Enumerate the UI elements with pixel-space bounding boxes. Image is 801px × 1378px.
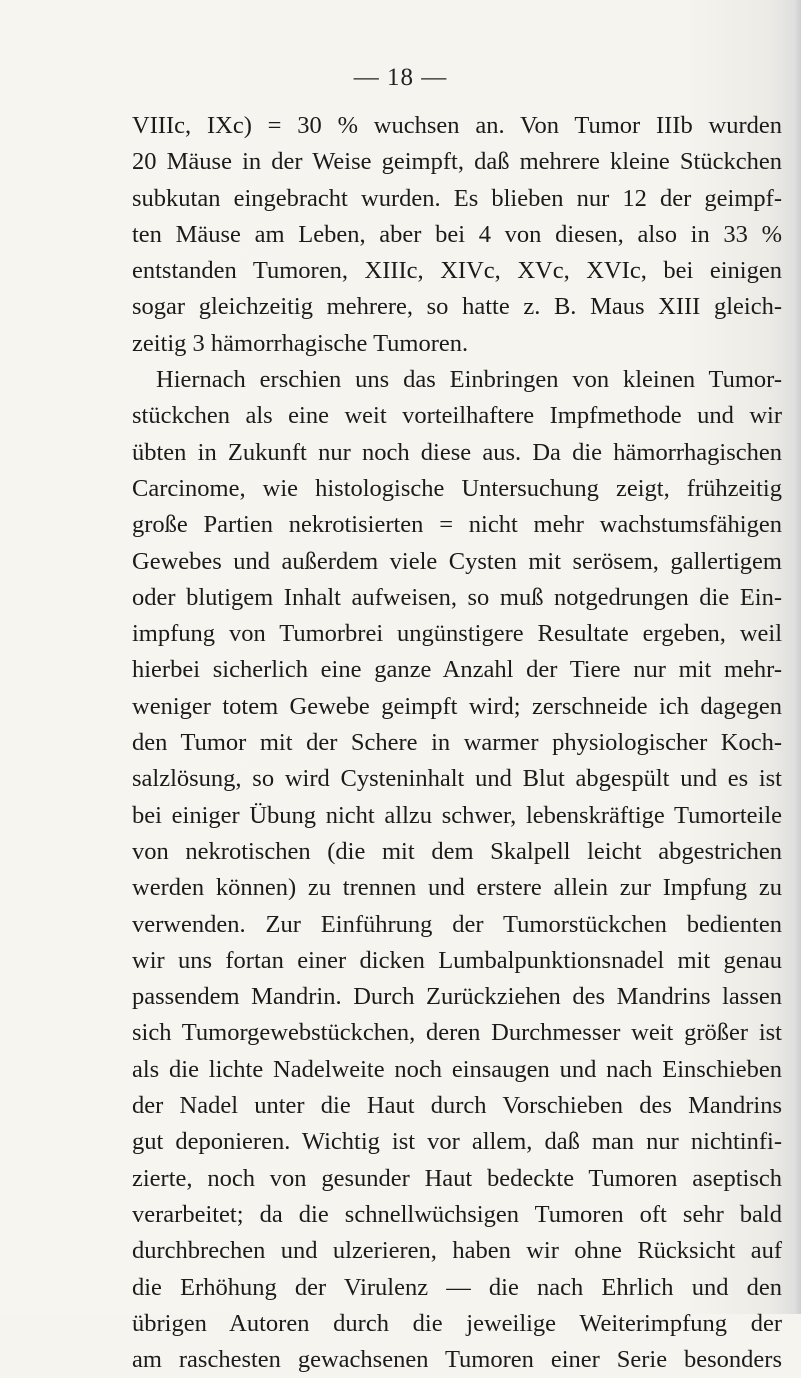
text-line: zeitig 3 hämorrhagische Tumoren. [132,329,469,357]
text-line: hierbei sicherlich eine ganze Anzahl der Tiere nur mit mehr- [132,656,782,684]
text-line: übrigen Autoren durch die jeweilige Weiterimpfung der [132,1309,782,1337]
page-edge-shadow [795,0,801,1314]
text-line: sich Tumorgewebstückchen, deren Durchmesser weit größer ist [132,1019,782,1047]
text-line: Hiernach erschien uns das Einbringen von kleinen Tumor- [156,366,782,394]
text-line: durchbrechen und ulzerieren, haben wir ohne Rücksicht auf [132,1237,782,1265]
text-line: Carcinome, wie histologische Untersuchung zeigt, frühzeitig [132,474,782,502]
text-line: große Partien nekrotisierten = nicht mehr wachstumsfähigen [132,511,782,539]
text-line: gut deponieren. Wichtig ist vor allem, daß man nur nichtinfi- [132,1128,782,1156]
text-line: wir uns fortan einer dicken Lumbalpunktionsnadel mit genau [132,946,782,974]
text-line: am raschesten gewachsenen Tumoren einer Serie besonders [132,1346,782,1374]
text-line: die Erhöhung der Virulenz — die nach Ehrlich und den [132,1273,782,1301]
page-number: — 18 — [353,64,448,91]
text-line: ten Mäuse am Leben, aber bei 4 von diesen, also in 33 % [132,220,782,248]
text-line: salzlösung, so wird Cysteninhalt und Blut abgespült und es ist [132,765,782,793]
text-line: der Nadel unter die Haut durch Vorschieben des Mandrins [132,1092,782,1120]
text-line: verarbeitet; da die schnellwüchsigen Tumoren oft sehr bald [132,1200,782,1228]
text-line: zierte, noch von gesunder Haut bedeckte Tumoren aseptisch [132,1164,782,1192]
text-line: den Tumor mit der Schere in warmer physiologischer Koch- [132,729,782,757]
text-line: sogar gleichzeitig mehrere, so hatte z. B. Maus XIII gleich- [132,293,782,321]
text-line: bei einiger Übung nicht allzu schwer, lebenskräftige Tumorteile [132,801,782,829]
text-line: weniger totem Gewebe geimpft wird; zerschneide ich dagegen [132,692,782,720]
text-line: als die lichte Nadelweite noch einsaugen und nach Einschieben [132,1055,782,1083]
text-line: verwenden. Zur Einführung der Tumorstückchen bedienten [132,910,782,938]
body-text [132,108,782,1378]
text-line: übten in Zukunft nur noch diese aus. Da die hämorrhagischen [132,438,782,466]
text-line: oder blutigem Inhalt aufweisen, so muß notgedrungen die Ein- [132,583,782,611]
text-line: werden können) zu trennen und erstere allein zur Impfung zu [132,874,782,902]
text-line: von nekrotischen (die mit dem Skalpell leicht abgestrichen [132,837,782,865]
text-line: Gewebes und außerdem viele Cysten mit serösem, gallertigem [132,547,782,575]
text-line: impfung von Tumorbrei ungünstigere Resultate ergeben, weil [132,620,782,648]
text-line: stückchen als eine weit vorteilhaftere Impfmethode und wir [132,402,782,430]
text-line: entstanden Tumoren, XIIIc, XIVc, XVc, XVIc, bei einigen [132,257,782,285]
text-line: passendem Mandrin. Durch Zurückziehen des Mandrins lassen [132,983,782,1011]
text-line: 20 Mäuse in der Weise geimpft, daß mehrere kleine Stückchen [132,148,782,176]
text-line: subkutan eingebracht wurden. Es blieben nur 12 der geimpf- [132,184,782,212]
text-line: VIIIc, IXc) = 30 % wuchsen an. Von Tumor IIIb wurden [132,112,782,139]
